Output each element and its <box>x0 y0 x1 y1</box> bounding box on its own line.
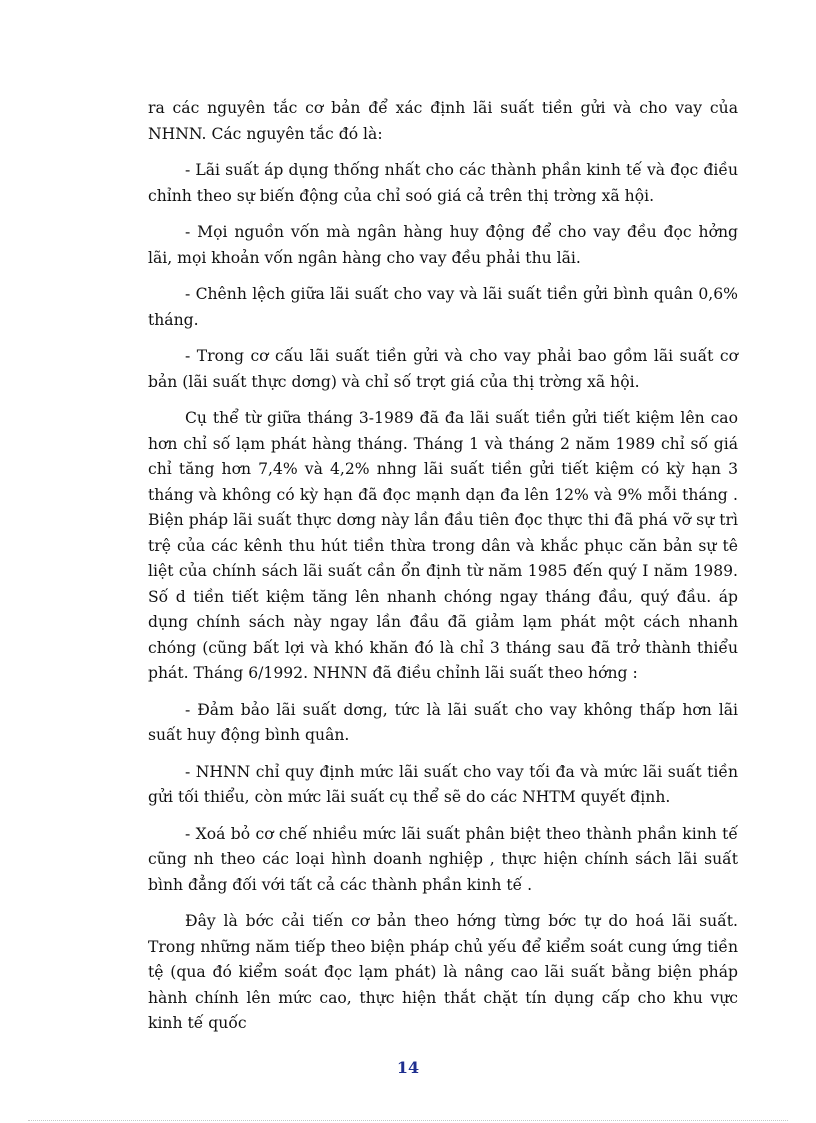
paragraph-adjustment-1: - Đảm bảo lãi suất dơng, tức là lãi suất cho vay không thấp hơn lãi suất huy động bình quân. <box>148 700 738 744</box>
paragraph-adjustment-2: - NHNN chỉ quy định mức lãi suất cho vay tối đa và mức lãi suất tiền gửi tối thiểu, còn mức lãi suất cụ thể sẽ do các NHTM quyết định. <box>148 762 738 806</box>
page-bottom-border <box>28 1120 788 1121</box>
paragraph-principle-2: - Mọi nguồn vốn mà ngân hàng huy động để cho vay đều đọc hởng lãi, mọi khoản vốn ngân hàng cho vay đều phải thu lãi. <box>148 223 738 267</box>
paragraph-adjustment-3: - Xoá bỏ cơ chế nhiều mức lãi suất phân biệt theo thành phần kinh tế cũng nh theo các loại hình doanh nghiệp , thực hiện chính sách lãi suất bình đẳng đối với tất cả các thành phần kinh tế . <box>148 824 738 894</box>
paragraph-detail-1989: Cụ thể từ giữa tháng 3-1989 đã đa lãi suất tiền gửi tiết kiệm lên cao hơn chỉ số lạm phát hàng tháng. Tháng 1 và tháng 2 năm 1989 chỉ số giá chỉ tăng hơn 7,4% và 4,2% nhng lãi suất tiền gửi tiết kiệm có kỳ hạn 3 tháng và không có kỳ hạn đã đọc mạnh dạn đa lên 12% và 9% mỗi tháng . Biện pháp lãi suất thực dơng này lần đầu tiên đọc thực thi đã phá vỡ sự trì trệ của các kênh thu hút tiền thừa trong dân và khắc phục căn bản sự tê liệt của chính sách lãi suất cần ổn định từ năm 1985 đến quý I năm 1989. Số d tiền tiết kiệm tăng lên nhanh chóng ngay tháng đầu, quý đầu. áp dụng chính sách này ngay lần đầu đã giảm lạm phát một cách nhanh chóng (cũng bất lợi và khó khăn đó là chỉ 3 tháng sau đã trở thành thiểu phát. Tháng 6/1992. NHNN đã điều chỉnh lãi suất theo hớng : <box>148 409 738 682</box>
paragraph-principle-4: - Trong cơ cấu lãi suất tiền gửi và cho vay phải bao gồm lãi suất cơ bản (lãi suất thực dơng) và chỉ số trợt giá của thị trờng xã hội. <box>148 347 738 391</box>
paragraph-conclusion: Đây là bớc cải tiến cơ bản theo hớng từng bớc tự do hoá lãi suất. Trong những năm tiếp theo biện pháp chủ yếu để kiểm soát cung ứng tiền tệ (qua đó kiểm soát đọc lạm phát) là nâng cao lãi suất bằng biện pháp hành chính lên mức cao, thực hiện thắt chặt tín dụng cấp cho khu vực kinh tế quốc <box>148 912 738 1032</box>
paragraph-principle-3: - Chênh lệch giữa lãi suất cho vay và lãi suất tiền gửi bình quân 0,6% tháng. <box>148 285 738 329</box>
document-body <box>148 96 738 1048</box>
paragraph-intro: ra các nguyên tắc cơ bản để xác định lãi suất tiền gửi và cho vay của NHNN. Các nguyên tắc đó là: <box>148 99 738 143</box>
paragraph-principle-1: - Lãi suất áp dụng thống nhất cho các thành phần kinh tế và đọc điều chỉnh theo sự biến động của chỉ soó giá cả trên thị trờng xã hội. <box>148 161 738 205</box>
page-number: 14 <box>396 1058 420 1077</box>
